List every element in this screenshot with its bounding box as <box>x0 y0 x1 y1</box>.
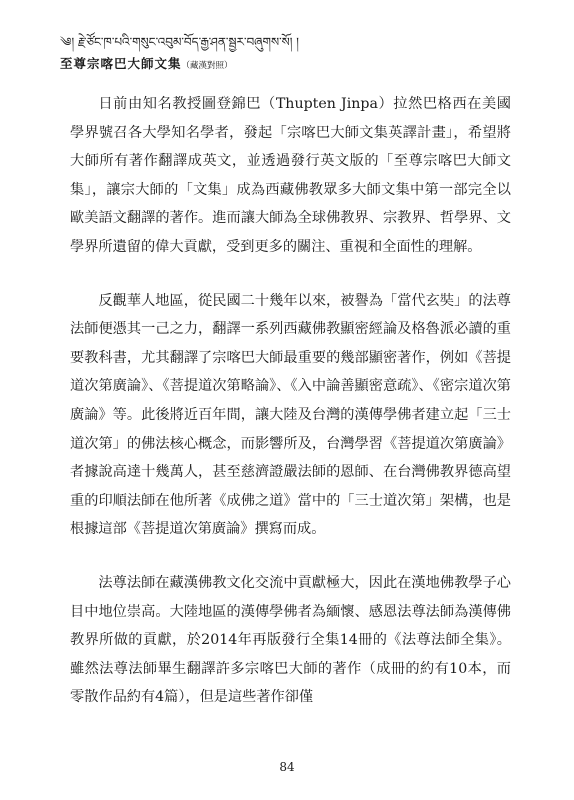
series-title-subtitle: （藏漢對照） <box>181 61 233 71</box>
body-text <box>70 90 511 737</box>
running-header <box>60 34 520 72</box>
paragraph-1: 日前由知名教授圖登錦巴（Thupten Jinpa）拉然巴格西在美國學界號召各大學知名學者，發起「宗喀巴大師文集英譯計畫」，希望將大師所有著作翻譯成英文，並透過發行英文版的「至尊宗喀巴大師文集」，讓宗大師的「文集」成為西藏佛教眾多大師文集中第一部完全以歐美語文翻譯的著作。進而讓大師為全球佛教界、宗教界、哲學界、文學界所遺留的偉大貢獻，受到更多的關注、重視和全面性的理解。 <box>70 96 511 255</box>
series-title <box>60 54 520 72</box>
tibetan-running-title: ༄། རྗེ་ཙོང་ཁ་པའི་གསུང་འབུམ་བོད་རྒྱ་ཤན་སྦྱར་བཞུགས་སོ། ། <box>60 35 299 49</box>
paragraph-3: 法尊法師在藏漢佛教文化交流中貢獻極大，因此在漢地佛教學子心目中地位崇高。大陸地區的漢傳學佛者為緬懷、感恩法尊法師為漢傳佛教界所做的貢獻，於2014年再版發行全集14冊的《法尊法師全集》。雖然法尊法師畢生翻譯許多宗喀巴大師的著作（成冊的約有10本，而零散作品約有4篇），但是這些著作卻僅 <box>70 574 511 706</box>
series-title-main: 至尊宗喀巴大師文集 <box>60 56 182 71</box>
page-number: 84 <box>279 760 295 774</box>
paragraph-2: 反觀華人地區，從民國二十幾年以來，被譽為「當代玄奘」的法尊法師便憑其一己之力，翻譯一系列西藏佛教顯密經論及格魯派必讀的重要教科書，尤其翻譯了宗喀巴大師最重要的幾部顯密著作，例如《菩提道次第廣論》、《菩提道次第略論》、《入中論善顯密意疏》、《密宗道次第廣論》等。此後將近百年間，讓大陸及台灣的漢傳學佛者建立起「三士道次第」的佛法核心概念，而影響所及，台灣學習《菩提道次第廣論》者據說高達十幾萬人，甚至慈濟證嚴法師的恩師、在台灣佛教界德高望重的印順法師在他所著《成佛之道》當中的「三士道次第」架構，也是根據這部《菩提道次第廣論》撰寫而成。 <box>70 292 511 538</box>
